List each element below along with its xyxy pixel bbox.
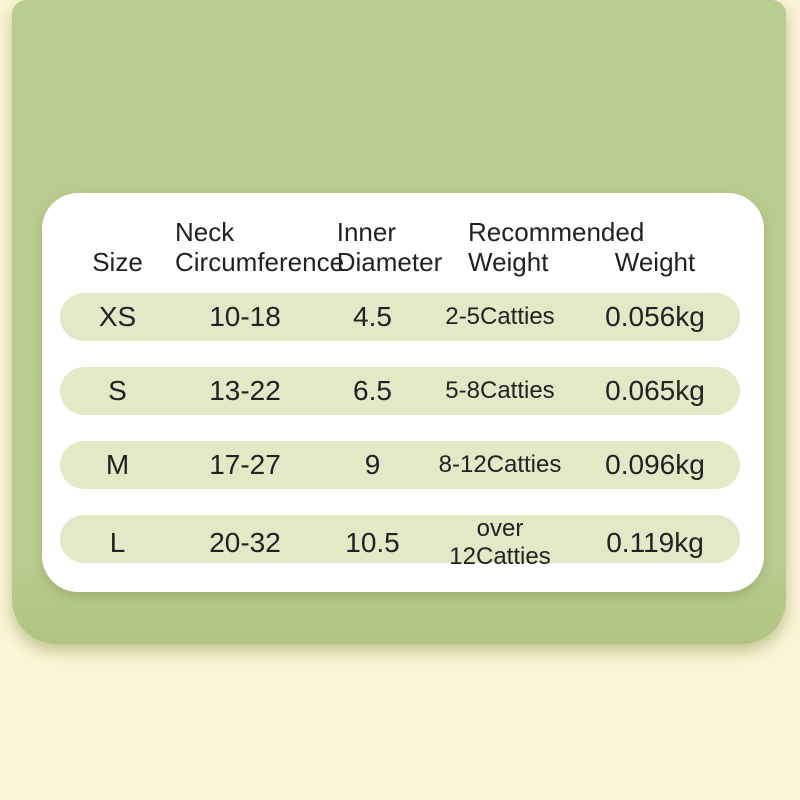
- header-size-line2: Size: [92, 247, 143, 277]
- table-row-m: [60, 441, 740, 489]
- header-weight-line2: Weight: [614, 247, 696, 277]
- cell-weight: 0.056kg: [605, 301, 705, 332]
- cell-weight: 0.119kg: [606, 527, 704, 558]
- header-size: [60, 247, 175, 277]
- header-inner-line2: Diameter: [336, 247, 443, 277]
- size-chart-card: [42, 193, 764, 592]
- header-recommended-line1: Recommended: [468, 217, 645, 247]
- cell-neck-circumference: 20-32: [209, 527, 281, 558]
- header-recommended-weight: [430, 217, 645, 277]
- table-row-l: [60, 515, 740, 570]
- size-chart-table: [60, 217, 740, 570]
- header-inner-line1: Inner: [336, 217, 397, 247]
- cell-inner-diameter: 4.5: [353, 301, 392, 332]
- cell-neck-circumference: 10-18: [209, 301, 281, 332]
- header-neck-line2: Circumference: [175, 247, 345, 277]
- cell-recommended-weight: 8-12Catties: [438, 451, 562, 478]
- cell-inner-diameter: 10.5: [345, 527, 400, 558]
- cell-size: L: [109, 527, 126, 558]
- cell-inner-diameter: 6.5: [353, 375, 392, 406]
- cell-size: S: [108, 375, 127, 406]
- cell-recommended-weight: 2-5Catties: [445, 303, 555, 330]
- cell-inner-diameter: 9: [364, 449, 381, 480]
- header-recommended-line2: Weight: [468, 247, 549, 277]
- table-row-s: [60, 367, 740, 415]
- cell-weight: 0.096kg: [605, 449, 705, 480]
- cell-recommended-weight: 5-8Catties: [445, 377, 555, 404]
- green-panel: [12, 0, 786, 644]
- cell-recommended-weight: over 12Catties: [449, 515, 551, 570]
- cell-neck-circumference: 17-27: [209, 449, 281, 480]
- header-inner-diameter: [315, 217, 443, 277]
- cell-size: XS: [98, 301, 137, 332]
- header-neck-line1: Neck: [175, 217, 235, 247]
- header-neck-circumference: [175, 217, 345, 277]
- cell-weight: 0.065kg: [605, 375, 705, 406]
- table-header-row: [60, 217, 740, 277]
- table-row-xs: [60, 293, 740, 341]
- cell-size: M: [105, 449, 130, 480]
- cell-neck-circumference: 13-22: [209, 375, 281, 406]
